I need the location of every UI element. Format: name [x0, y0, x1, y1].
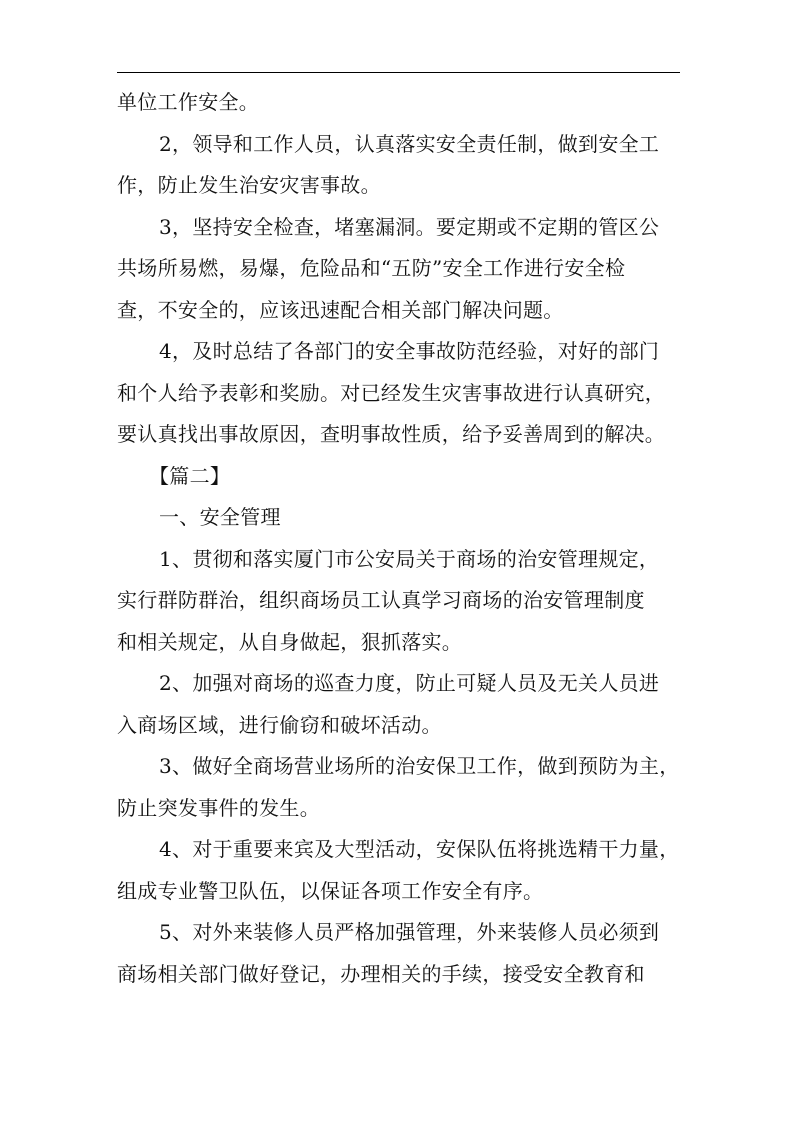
paragraph-line: 共场所易燃，易爆，危险品和“五防”安全工作进行安全检 [117, 256, 626, 280]
paragraph-line: 2，领导和工作人员，认真落实安全责任制，做到安全工 [159, 131, 660, 156]
paragraph-line: 5、对外来装修人员严格加强管理，外来装修人员必须到 [159, 920, 660, 944]
paragraph-line: 2、加强对商场的巡查力度，防止可疑人员及无关人员进 [159, 671, 660, 695]
paragraph-line: 要认真找出事故原因，查明事故性质，给予妥善周到的解决。 [117, 422, 666, 446]
paragraph-line: 4，及时总结了各部门的安全事故防范经验，对好的部门 [159, 339, 660, 363]
paragraph-line: 和个人给予表彰和奖励。对已经发生灾害事故进行认真研究， [117, 380, 666, 405]
paragraph-line: 4、对于重要来宾及大型活动，安保队伍将挑选精干力量， [159, 837, 680, 861]
section-heading: 一、安全管理 [159, 505, 281, 529]
paragraph-line: 3、做好全商场营业场所的治安保卫工作，做到预防为主， [159, 754, 680, 778]
paragraph-line: 3，坚持安全检查，堵塞漏洞。要定期或不定期的管区公 [159, 214, 660, 239]
paragraph-line: 单位工作安全。 [117, 90, 260, 114]
paragraph-line: 和相关规定，从自身做起，狠抓落实。 [117, 629, 463, 654]
paragraph-line: 作，防止发生治安灾害事故。 [117, 173, 381, 197]
section-title: 【篇二】 [149, 463, 231, 488]
document-body [117, 82, 680, 995]
paragraph-line: 查，不安全的，应该迅速配合相关部门解决问题。 [117, 297, 564, 322]
paragraph-line: 组成专业警卫队伍，以保证各项工作安全有序。 [117, 878, 544, 903]
paragraph-line: 防止突发事件的发生。 [117, 795, 320, 820]
header-rule [117, 72, 680, 73]
paragraph-line: 实行群防群治，组织商场员工认真学习商场的治安管理制度 [117, 588, 645, 612]
paragraph-line: 1、贯彻和落实厦门市公安局关于商场的治安管理规定， [159, 546, 660, 571]
paragraph-line: 入商场区域，进行偷窃和破坏活动。 [117, 712, 442, 737]
paragraph-line: 商场相关部门做好登记，办理相关的手续，接受安全教育和 [117, 961, 645, 986]
